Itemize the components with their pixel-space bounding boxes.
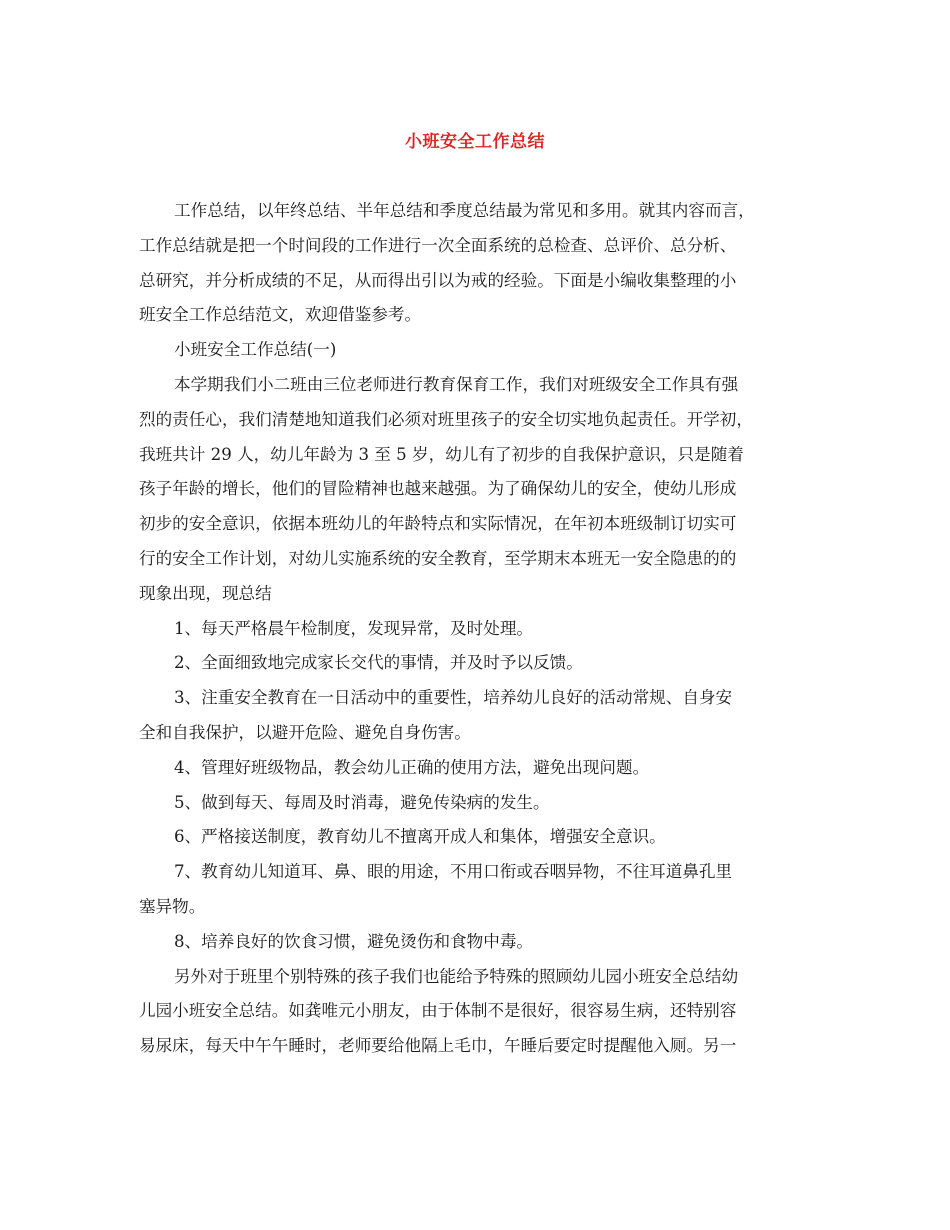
text-line: 8、培养良好的饮食习惯，避免烫伤和食物中毒。: [174, 931, 534, 951]
text-line: 塞异物。: [139, 896, 206, 916]
text-line: 小班安全工作总结(一): [174, 340, 337, 360]
text-line: 我班共计 29 人，幼儿年龄为 3 至 5 岁，幼儿有了初步的自我保护意识，只是随着: [139, 444, 744, 464]
document-title: 小班安全工作总结: [405, 132, 545, 152]
text-line: 全和自我保护，以避开危险、避免自身伤害。: [139, 722, 471, 742]
text-line: 2、全面细致地完成家长交代的事情，并及时予以反馈。: [174, 653, 583, 673]
text-line: 初步的安全意识，依据本班幼儿的年龄特点和实际情况，在年初本班级制订切实可: [139, 514, 737, 534]
text-line: 现象出现，现总结: [139, 583, 272, 603]
text-line: 6、严格接送制度，教育幼儿不擅离开成人和集体，增强安全意识。: [174, 827, 666, 847]
text-line: 儿园小班安全总结。如龚唯元小朋友，由于体制不是很好，很容易生病，还特别容: [139, 1001, 737, 1021]
text-line: 另外对于班里个别特殊的孩子我们也能给予特殊的照顾幼儿园小班安全总结幼: [174, 966, 739, 986]
text-line: 工作总结，以年终总结、半年总结和季度总结最为常见和多用。就其内容而言，: [174, 201, 755, 220]
text-line: 工作总结就是把一个时间段的工作进行一次全面系统的总检查、总评价、总分析、: [139, 235, 737, 255]
text-line: 行的安全工作计划，对幼儿实施系统的安全教育，至学期末本班无一安全隐患的的: [139, 548, 737, 568]
document-body: [139, 194, 829, 1064]
text-line: 本学期我们小二班由三位老师进行教育保育工作，我们对班级安全工作具有强: [174, 374, 739, 394]
text-line: 班安全工作总结范文，欢迎借鉴参考。: [139, 305, 422, 325]
text-line: 总研究，并分析成绩的不足，从而得出引以为戒的经验。下面是小编收集整理的小: [139, 270, 737, 290]
text-line: 7、教育幼儿知道耳、鼻、眼的用途，不用口衔或吞咽异物，不往耳道鼻孔里: [174, 862, 733, 882]
text-line: 3、注重安全教育在一日活动中的重要性，培养幼儿良好的活动常规、自身安: [174, 688, 733, 708]
text-line: 1、每天严格晨午检制度，发现异常，及时处理。: [174, 618, 534, 638]
text-line: 孩子年龄的增长，他们的冒险精神也越来越强。为了确保幼儿的安全，使幼儿形成: [139, 479, 737, 499]
text-line: 易尿床，每天中午午睡时，老师要给他隔上毛巾，午睡后要定时提醒他入厕。另一: [139, 1036, 737, 1056]
text-line: 4、管理好班级物品，教会幼儿正确的使用方法，避免出现问题。: [174, 757, 650, 777]
text-line: 5、做到每天、每周及时消毒，避免传染病的发生。: [174, 792, 550, 812]
text-line: 烈的责任心，我们清楚地知道我们必须对班里孩子的安全切实地负起责任。开学初，: [139, 409, 753, 429]
